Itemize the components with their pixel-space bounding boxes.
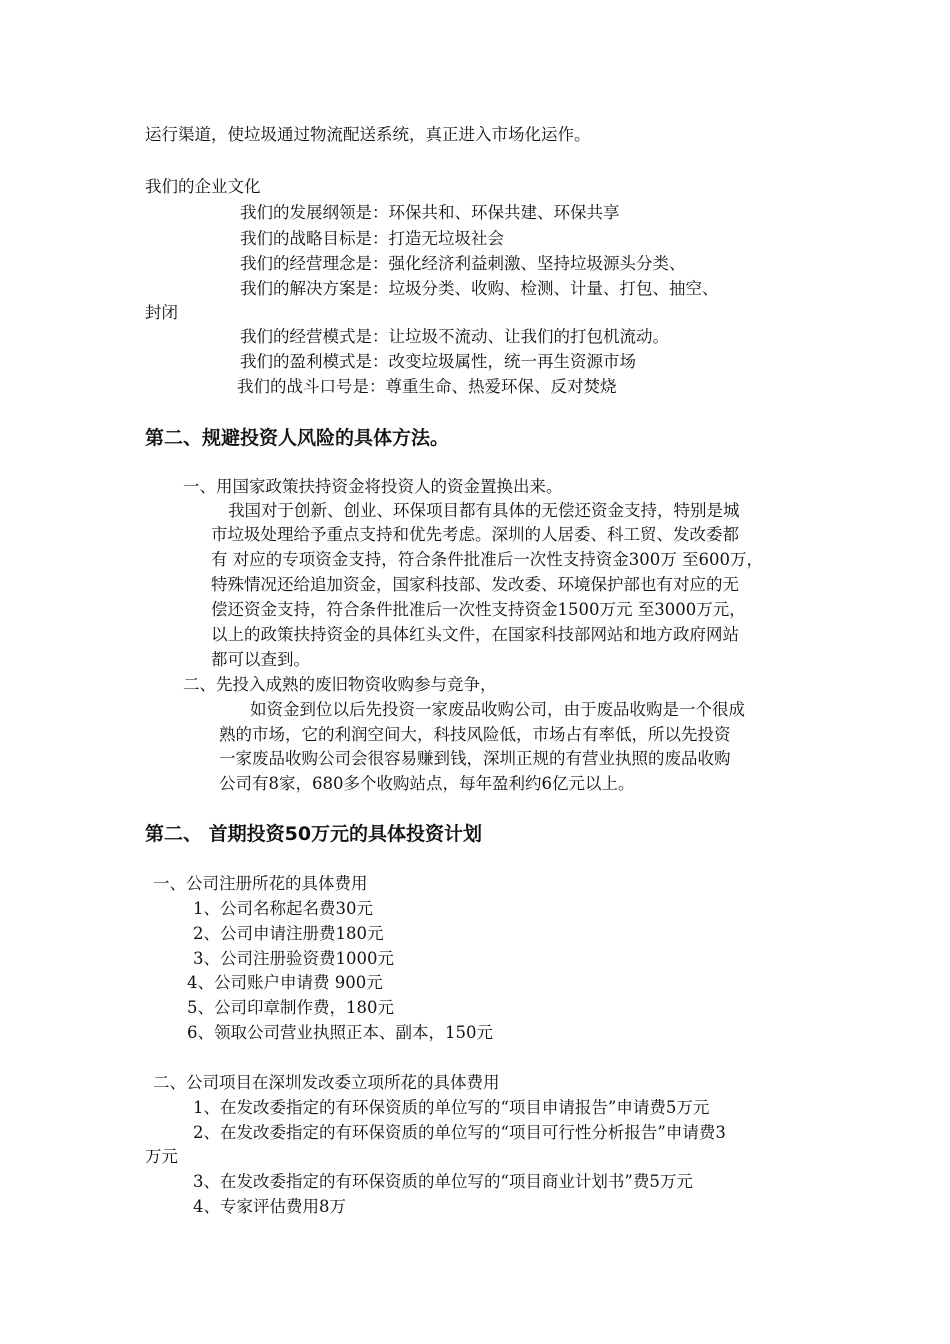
- subsection-title: 二、先投入成熟的废旧物资收购参与竞争，: [183, 675, 497, 694]
- list-item: 2、在发改委指定的有环保资质的单位写的“项目可行性分析报告”申请费3: [193, 1123, 726, 1142]
- list-item: 2、公司申请注册费180元: [193, 924, 384, 943]
- list-item: 3、在发改委指定的有环保资质的单位写的“项目商业计划书”费5万元: [193, 1172, 693, 1191]
- subsection-title: 一、公司注册所花的具体费用: [153, 874, 368, 893]
- culture-item: 我们的发展纲领是：环保共和、环保共建、环保共享: [240, 203, 620, 222]
- culture-item: 我们的战斗口号是：尊重生命、热爱环保、反对焚烧: [237, 377, 617, 396]
- paragraph-line: 如资金到位以后先投资一家废品收购公司，由于废品收购是一个很成: [250, 700, 745, 719]
- list-item: 3、公司注册验资费1000元: [193, 949, 394, 968]
- list-item: 1、公司名称起名费30元: [193, 899, 373, 918]
- paragraph-line: 特殊情况还给追加资金，国家科技部、发改委、环境保护部也有对应的无: [211, 575, 739, 594]
- culture-item: 我们的盈利模式是：改变垃圾属性，统一再生资源市场: [240, 352, 636, 371]
- paragraph-line: 偿还资金支持，符合条件批准后一次性支持资金1500万元 至3000万元，: [211, 600, 746, 619]
- list-item: 1、在发改委指定的有环保资质的单位写的“项目申请报告”申请费5万元: [193, 1098, 710, 1117]
- intro-line: 运行渠道，使垃圾通过物流配送系统，真正进入市场化运作。: [145, 125, 591, 144]
- section-heading: 第二、规避投资人风险的具体方法。: [145, 427, 450, 449]
- culture-item: 我们的经营理念是：强化经济利益刺激、坚持垃圾源头分类、: [240, 254, 686, 273]
- list-item: 4、公司账户申请费 900元: [187, 973, 383, 992]
- section-heading: 第二、 首期投资50万元的具体投资计划: [145, 823, 483, 845]
- subsection-title: 一、用国家政策扶持资金将投资人的资金置换出来。: [183, 477, 563, 496]
- list-item: 5、公司印章制作费，180元: [187, 998, 394, 1017]
- list-item-wrap: 万元: [145, 1147, 178, 1166]
- culture-item: 我们的解决方案是：垃圾分类、收购、检测、计量、打包、抽空、: [240, 279, 719, 298]
- culture-item: 我们的经营模式是：让垃圾不流动、让我们的打包机流动。: [240, 327, 669, 346]
- paragraph-line: 公司有8家，680多个收购站点，每年盈利约6亿元以上。: [219, 774, 635, 793]
- paragraph-line: 熟的市场，它的利润空间大，科技风险低，市场占有率低，所以先投资: [219, 725, 731, 744]
- culture-title: 我们的企业文化: [145, 177, 261, 196]
- culture-item: 我们的战略目标是：打造无垃圾社会: [240, 229, 504, 248]
- paragraph-line: 市垃圾处理给予重点支持和优先考虑。深圳的人居委、科工贸、发改委都: [211, 525, 739, 544]
- subsection-title: 二、公司项目在深圳发改委立项所花的具体费用: [153, 1073, 500, 1092]
- paragraph-line: 我国对于创新、创业、环保项目都有具体的无偿还资金支持，特别是城: [228, 501, 740, 520]
- paragraph-line: 以上的政策扶持资金的具体红头文件，在国家科技部网站和地方政府网站: [211, 625, 739, 644]
- list-item: 4、专家评估费用8万: [193, 1197, 346, 1216]
- paragraph-line: 有 对应的专项资金支持，符合条件批准后一次性支持资金300万 至600万，: [211, 550, 763, 569]
- paragraph-line: 一家废品收购公司会很容易赚到钱，深圳正规的有营业执照的废品收购: [219, 749, 731, 768]
- paragraph-line: 都可以查到。: [211, 650, 310, 669]
- list-item: 6、领取公司营业执照正本、副本，150元: [187, 1023, 493, 1042]
- culture-item-wrap: 封闭: [145, 303, 178, 322]
